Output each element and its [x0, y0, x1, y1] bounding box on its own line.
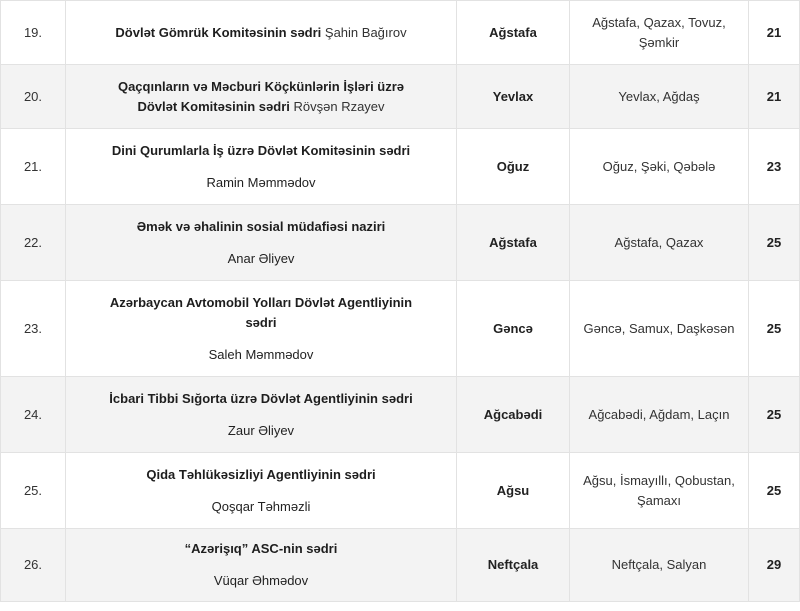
official-name: Anar Əliyev [227, 250, 295, 266]
reception-city: Oğuz [457, 129, 570, 205]
row-number: 21. [1, 129, 66, 205]
row-number: 25. [1, 453, 66, 529]
official-post-cont: sədri [245, 314, 277, 330]
official-post: Qaçqınların və Məcburi Köçkünlərin İşləri üzrə [117, 78, 405, 94]
reception-city: Ağstafa [457, 1, 570, 65]
count-value: 21 [749, 1, 800, 65]
row-number: 20. [1, 65, 66, 129]
regions-cell [570, 453, 749, 529]
count-value: 25 [749, 453, 800, 529]
official-cell [66, 453, 457, 529]
table-row [1, 453, 800, 529]
reception-city: Yevlax [457, 65, 570, 129]
official-post: Dövlət Gömrük Komitəsinin sədri [115, 24, 322, 40]
regions-line: Ağcabədi, Ağdam, Laçın [588, 406, 730, 422]
official-name: Vüqar Əhmədov [213, 573, 309, 588]
regions-line: Şəmkir [638, 34, 680, 50]
regions-line: Oğuz, Şəki, Qəbələ [602, 158, 716, 174]
count-value: 21 [749, 65, 800, 129]
row-number: 22. [1, 205, 66, 281]
count-value: 23 [749, 129, 800, 205]
regions-cell [570, 1, 749, 65]
official-post: Əmək və əhalinin sosial müdafiəsi naziri [136, 218, 386, 234]
count-value: 25 [749, 281, 800, 377]
table-row [1, 1, 800, 65]
count-value: 25 [749, 205, 800, 281]
reception-city: Ağsu [457, 453, 570, 529]
table-row [1, 377, 800, 453]
row-number: 23. [1, 281, 66, 377]
table-row [1, 129, 800, 205]
count-value: 29 [749, 529, 800, 602]
official-name: Zaur Əliyev [227, 422, 295, 438]
regions-cell [570, 205, 749, 281]
table-row [1, 281, 800, 377]
regions-line: Yevlax, Ağdaş [618, 88, 700, 104]
regions-cell [570, 65, 749, 129]
reception-city: Neftçala [457, 529, 570, 602]
count-value: 25 [749, 377, 800, 453]
reception-city: Gəncə [457, 281, 570, 377]
table-row [1, 529, 800, 602]
official-post: “Azərişıq” ASC-nin sədri [184, 541, 338, 556]
regions-cell [570, 129, 749, 205]
official-name: Saleh Məmmədov [208, 346, 314, 362]
regions-cell [570, 529, 749, 602]
regions-cell [570, 281, 749, 377]
official-post: Dini Qurumlarla İş üzrə Dövlət Komitəsinin sədri [111, 142, 411, 158]
official-name: Şahin Bağırov [324, 24, 407, 40]
official-cell [66, 529, 457, 602]
row-number: 19. [1, 1, 66, 65]
official-cell [66, 205, 457, 281]
table-row [1, 65, 800, 129]
table-row [1, 205, 800, 281]
official-name: Qoşqar Təhməzli [211, 498, 311, 514]
row-number: 24. [1, 377, 66, 453]
regions-line: Ağstafa, Qazax [614, 234, 704, 250]
official-post: İcbari Tibbi Sığorta üzrə Dövlət Agentliyinin sədri [109, 390, 413, 406]
regions-line: Gəncə, Samux, Daşkəsən [583, 320, 735, 336]
official-cell [66, 377, 457, 453]
official-cell [66, 129, 457, 205]
official-name: Ramin Məmmədov [206, 174, 316, 190]
official-cell [66, 281, 457, 377]
regions-line: Neftçala, Salyan [611, 557, 707, 572]
official-post: Qida Təhlükəsizliyi Agentliyinin sədri [146, 466, 376, 482]
regions-line: Ağstafa, Qazax, Tovuz, [592, 14, 726, 30]
official-post: Azərbaycan Avtomobil Yolları Dövlət Agentliyinin [109, 294, 413, 310]
regions-line: Ağsu, İsmayıllı, Qobustan, [583, 472, 735, 488]
row-number: 26. [1, 529, 66, 602]
official-cell [66, 1, 457, 65]
regions-cell [570, 377, 749, 453]
regions-line: Şamaxı [636, 492, 682, 508]
official-post-cont: Dövlət Komitəsinin sədri [137, 98, 290, 114]
reception-city: Ağcabədi [457, 377, 570, 453]
official-cell [66, 65, 457, 129]
reception-city: Ağstafa [457, 205, 570, 281]
official-name: Rövşən Rzayev [293, 98, 385, 114]
